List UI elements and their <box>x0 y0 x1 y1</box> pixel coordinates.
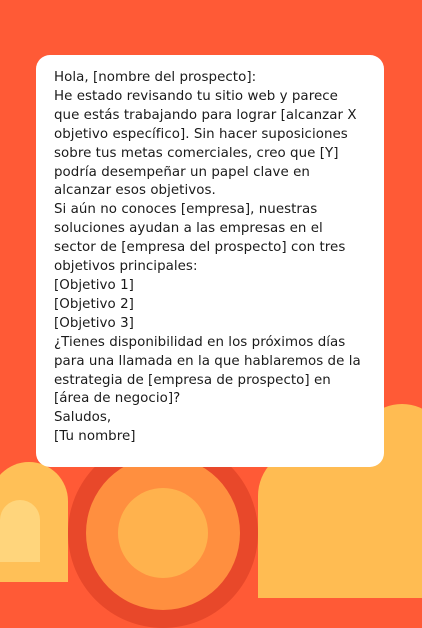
intro-paragraph: He estado revisando tu sitio web y parece que estás trabajando para lograr [alcanzar X objetivo específico]. Sin hacer suposiciones sobre tus metas comerciales, creo que [Y] podría desempeñar un papel clave en alcanzar esos objetivos. <box>54 88 357 199</box>
objective-1: [Objetivo 1] <box>54 277 134 293</box>
message-body <box>54 69 366 447</box>
background-ring-inner <box>118 488 208 578</box>
message-card <box>36 55 384 467</box>
objective-3: [Objetivo 3] <box>54 315 134 331</box>
call-request-paragraph: ¿Tienes disponibilidad en los próximos días para una llamada en la que hablaremos de la estrategia de [empresa de prospecto] en [área de negocio]? <box>54 334 361 407</box>
objective-2: [Objetivo 2] <box>54 296 134 312</box>
greeting-line: Hola, [nombre del prospecto]: <box>54 70 257 85</box>
background-arch-left-inner <box>0 500 40 562</box>
solutions-paragraph: Si aún no conoces [empresa], nuestras soluciones ayudan a las empresas en el sector de [empresa del prospecto] con tres objetivos principales: <box>54 202 346 275</box>
sign-off-line: Saludos, <box>54 410 112 426</box>
signature-line: [Tu nombre] <box>54 429 136 445</box>
